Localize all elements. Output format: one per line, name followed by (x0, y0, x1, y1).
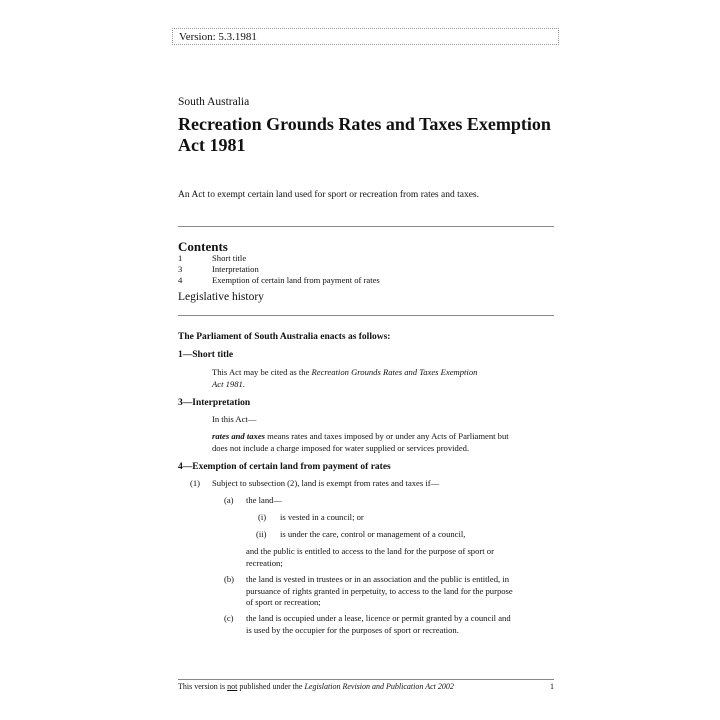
subparagraph-text: is vested in a council; or (280, 512, 364, 522)
toc-number: 4 (178, 275, 183, 285)
subparagraph-text: is under the care, control or management of a council, (280, 529, 466, 539)
act-name: Act 1981 (212, 378, 243, 389)
footer-text: not (227, 682, 238, 691)
paragraph-tail (246, 546, 494, 569)
footer-act-name: Legislation Revision and Publication Act 2002 (304, 682, 454, 691)
act-name: Recreation Grounds Rates and Taxes Exemption (311, 367, 478, 377)
toc-item[interactable] (178, 253, 246, 264)
text: recreation; (246, 557, 283, 568)
footer (178, 682, 554, 691)
jurisdiction: South Australia (178, 96, 250, 108)
text: is used by the occupier for the purposes of sport or recreation. (246, 624, 459, 635)
page-number: 1 (550, 682, 554, 691)
text: pursuance of rights granted in perpetuity, to access to the land for the purpose (246, 585, 513, 596)
legislative-history-link[interactable]: Legislative history (178, 291, 264, 303)
paragraph-number: (c) (224, 613, 234, 623)
toc-number: 1 (178, 253, 183, 263)
text: the land is occupied under a lease, licence or permit granted by a council and (246, 613, 511, 623)
toc-item[interactable] (178, 275, 380, 286)
subparagraph-number: (i) (258, 512, 267, 522)
subsection-text: Subject to subsection (2), land is exempt from rates and taxes if— (212, 478, 440, 488)
divider (178, 315, 554, 316)
definition (212, 431, 557, 454)
toc-label: Interpretation (212, 264, 259, 274)
toc-label: Exemption of certain land from payment of rates (212, 275, 380, 285)
paragraph-text (246, 613, 511, 636)
act-title-line-1: Recreation Grounds Rates and Taxes Exemption (178, 114, 551, 134)
text: does not include a charge imposed for water supplied or services provided. (212, 442, 470, 453)
act-title (178, 114, 568, 156)
footer-text: This version is (178, 682, 228, 691)
text: . (242, 378, 245, 389)
section-1-text (212, 367, 542, 390)
paragraph-number: (b) (224, 574, 235, 584)
text: This Act may be cited as the (212, 367, 312, 377)
section-3-intro: In this Act— (212, 414, 257, 424)
section-1-heading: 1—Short title (178, 350, 234, 360)
toc-number: 3 (178, 264, 183, 274)
section-3-heading: 3—Interpretation (178, 398, 251, 408)
text: of sport or recreation; (246, 597, 321, 607)
version-label: Version: 5.3.1981 (179, 31, 257, 43)
paragraph-text: the land— (246, 495, 283, 505)
subsection-number: (1) (190, 478, 201, 488)
section-4-heading: 4—Exemption of certain land from payment of rates (178, 462, 391, 472)
toc-item[interactable] (178, 264, 259, 275)
long-title: An Act to exempt certain land used for sport or recreation from rates and taxes. (178, 190, 479, 200)
paragraph-number: (a) (224, 495, 234, 505)
defined-term: rates and taxes (212, 431, 265, 441)
text: means rates and taxes imposed by or under any Acts of Parliament but (265, 431, 509, 441)
toc-label: Short title (212, 253, 247, 263)
act-title-line-2: Act 1981 (178, 135, 246, 155)
text: the land is vested in trustees or in an association and the public is entitled, in (246, 574, 510, 584)
divider (178, 226, 554, 227)
enacting-formula: The Parliament of South Australia enacts as follows: (178, 332, 391, 342)
subparagraph-number: (ii) (256, 529, 267, 539)
text: and the public is entitled to access to the land for the purpose of sport or (246, 546, 494, 556)
contents-heading: Contents (178, 239, 228, 254)
footer-divider (178, 679, 554, 680)
version-box (172, 28, 559, 45)
paragraph-text (246, 574, 513, 609)
footer-text: published under the (237, 682, 305, 691)
